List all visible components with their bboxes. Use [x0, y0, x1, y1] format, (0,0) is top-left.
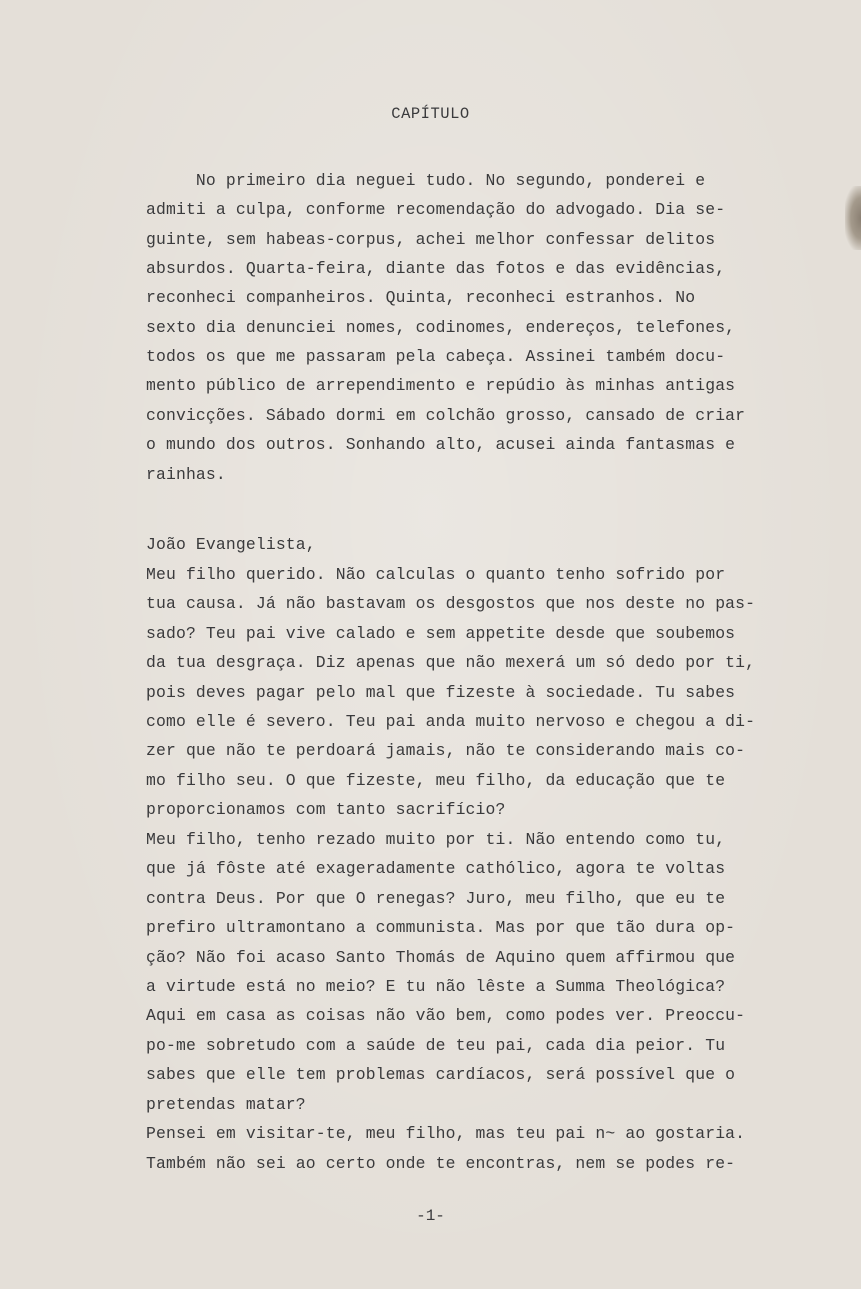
text-line: Também não sei ao certo onde te encontras, nem se podes re-: [146, 1154, 736, 1173]
text-line: zer que não te perdoará jamais, não te considerando mais co-: [146, 741, 746, 760]
letter-salutation: João Evangelista,: [146, 535, 316, 554]
text-line: admiti a culpa, conforme recomendação do advogado. Dia se-: [146, 200, 726, 219]
text-line: pretendas matar?: [146, 1095, 306, 1114]
text-line: prefiro ultramontano a communista. Mas por que tão dura op-: [146, 918, 736, 937]
text-line: Meu filho, tenho rezado muito por ti. Não entendo como tu,: [146, 830, 726, 849]
text-line: Aqui em casa as coisas não vão bem, como podes ver. Preoccu-: [146, 1006, 746, 1025]
text-line: guinte, sem habeas-corpus, achei melhor confessar delitos: [146, 230, 716, 249]
text-line: Meu filho querido. Não calculas o quanto tenho sofrido por: [146, 565, 726, 584]
page-number: -1-: [416, 1207, 445, 1225]
text-line: mo filho seu. O que fizeste, meu filho, da educação que te: [146, 771, 726, 790]
text-line: mento público de arrependimento e repúdio às minhas antigas: [146, 376, 736, 395]
text-line: reconheci companheiros. Quinta, reconheci estranhos. No: [146, 288, 696, 307]
text-line: sado? Teu pai vive calado e sem appetite desde que soubemos: [146, 624, 736, 643]
text-line: tua causa. Já não bastavam os desgostos que nos deste no pas-: [146, 594, 756, 613]
text-line: ção? Não foi acaso Santo Thomás de Aquino quem affirmou que: [146, 948, 736, 967]
text-line: absurdos. Quarta-feira, diante das fotos e das evidências,: [146, 259, 726, 278]
text-line: todos os que me passaram pela cabeça. Assinei também docu-: [146, 347, 726, 366]
text-line: como elle é severo. Teu pai anda muito nervoso e chegou a di-: [146, 712, 756, 731]
text-line: po-me sobretudo com a saúde de teu pai, cada dia peior. Tu: [146, 1036, 726, 1055]
text-line: a virtude está no meio? E tu não lêste a Summa Theológica?: [146, 977, 726, 996]
text-line: pois deves pagar pelo mal que fizeste à sociedade. Tu sabes: [146, 683, 736, 702]
text-line: convicções. Sábado dormi em colchão grosso, cansado de criar: [146, 406, 746, 425]
text-line: proporcionamos com tanto sacrifício?: [146, 800, 506, 819]
text-line: rainhas.: [146, 465, 226, 484]
text-line: sabes que elle tem problemas cardíacos, será possível que o: [146, 1065, 736, 1084]
text-line: da tua desgraça. Diz apenas que não mexerá um só dedo por ti,: [146, 653, 756, 672]
text-line: o mundo dos outros. Sonhando alto, acusei ainda fantasmas e: [146, 435, 736, 454]
chapter-title: CAPÍTULO: [391, 105, 470, 123]
text-line: sexto dia denunciei nomes, codinomes, endereços, telefones,: [146, 318, 736, 337]
text-line: que já fôste até exageradamente cathólico, agora te voltas: [146, 859, 726, 878]
text-line: No primeiro dia neguei tudo. No segundo, ponderei e: [146, 171, 706, 190]
paper-stain: [845, 186, 861, 250]
text-line: contra Deus. Por que O renegas? Juro, meu filho, que eu te: [146, 889, 726, 908]
text-line: Pensei em visitar-te, meu filho, mas teu pai n~ ao gostaria.: [146, 1124, 746, 1143]
